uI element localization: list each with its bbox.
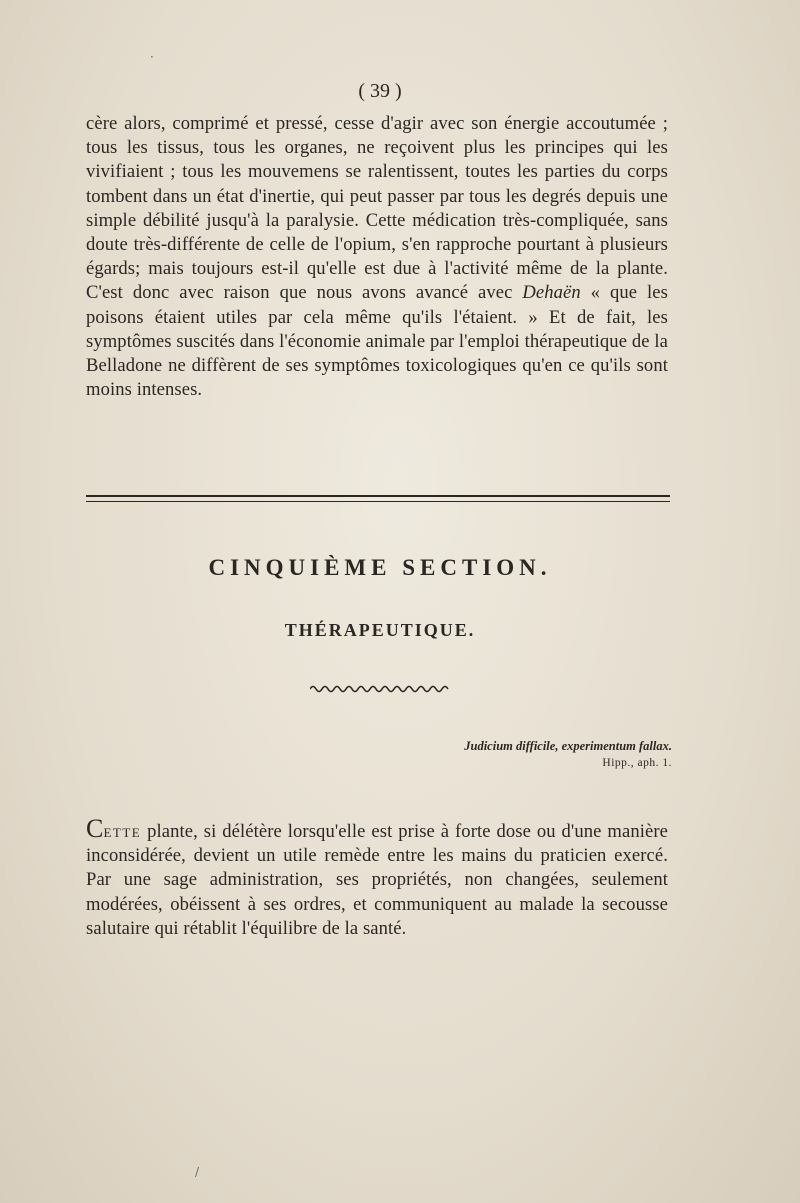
paper-speck-mark-bottom: /	[195, 1165, 200, 1179]
section-divider-thin	[86, 501, 670, 502]
epigraph	[464, 738, 672, 772]
epigraph-quote: Judicium difficile, experimentum fallax.	[464, 739, 672, 753]
section-title: CINQUIÈME SECTION.	[208, 555, 552, 580]
drop-cap-letter: C	[86, 814, 104, 843]
paragraph-2-text: plante, si délétère lorsqu'elle est prise à forte dose ou d'une manière inconsidérée, devient un utile remède entre les mains du praticien exercé. Par une sage administration, ses propriétés, non changées, seulement modérées, obéissent à ses ordres, et communiquent au malade la secousse salutaire qui rétablit l'équilibre de la santé.	[86, 821, 668, 939]
paragraph-1-text-a: cère alors, comprimé et pressé, cesse d'agir avec son énergie accoutumée ; tous les tissus, tous les organes, ne reçoivent plus les principes qui les vivifiaient ; tous les mouvemens se ralentissent, toutes les parties du corps tombent dans un état d'inertie, qui peut passer par tous les degrés depuis une simple débilité jusqu'à la paralysie. Cette médication très-compliquée, sans doute très-différente de celle de l'opium, s'en rapproche pourtant à plusieurs égards; mais toujours est-il qu'elle est due à l'activité même de la plante. C'est donc avec raison que nous avons avancé avec	[86, 113, 668, 304]
author-name-dehaen: Dehaën	[522, 282, 581, 304]
paragraph-1-text-b: « que les poisons étaient utiles par cela même qu'ils l'étaient. » Et de fait, les symptômes suscités dans l'économie animale par l'emploi thérapeutique de la Belladone ne diffèrent de ses symptômes toxicologiques qu'en ce qu'ils sont moins intenses.	[86, 282, 668, 401]
section-subtitle: THÉRAPEUTIQUE.	[284, 620, 476, 640]
paper-speck-mark: ·	[150, 50, 154, 64]
paragraph-toxicology-conclusion	[86, 112, 668, 402]
page-number: ( 39 )	[358, 80, 402, 102]
paragraph-therapeutic-intro	[86, 814, 668, 941]
wavy-ornament	[310, 683, 450, 693]
section-divider-thick	[86, 495, 670, 497]
small-caps-word: ette	[103, 821, 142, 842]
epigraph-author: Hipp., aph. 1.	[602, 757, 672, 769]
